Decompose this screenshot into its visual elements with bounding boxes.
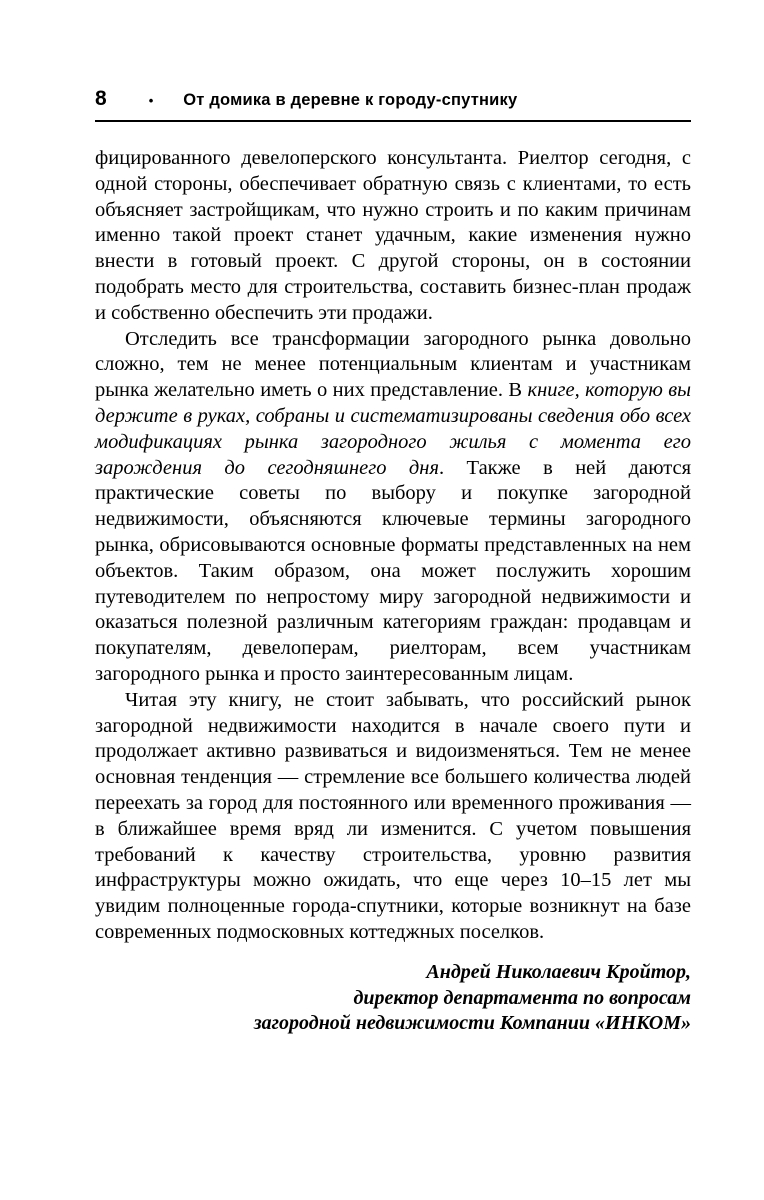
signature-position: директор департамента по вопросам [353,986,691,1009]
signature-company: загородной недвижимости Компании «ИНКОМ» [253,1012,691,1035]
paragraph-2-text: Отследить все трансформации загородного рынка довольно сложно, тем не менее потенциальным клиентам и участникам рынка желательно иметь о них представление. В [95,327,691,402]
paragraph-2-italic-text: книге, которую вы держите в руках, собраны и систематизированы сведения обо всех модификациях рынка загородного жилья с момента его зарождения до сегодняшнего дня [95,379,691,479]
paragraph-1 [95,146,691,327]
page-number: 8 [95,87,107,110]
signature-block [95,960,691,1037]
paragraph-2-text-continued: . Также в ней даются практические советы по выбору и покупке загородной недвижимости, объясняются ключевые термины загородного рынка, обрисовываются основные форматы представленных на нем объектов. Таким образом, она может послужить хорошим путеводителем по непростому миру загородной недвижимости и оказаться полезной различным категориям граждан: продавцам и покупателям, девелоперам, риелторам, всем участникам загородного рынка и просто заинтересованным лицам. [95,456,691,685]
page-header [95,88,691,122]
body-text [95,146,691,1037]
paragraph-3 [95,688,691,946]
paragraph-1-text: фицированного девелоперского консультанта. Риелтор сегодня, с одной стороны, обеспечивает обратную связь с клиентами, то есть объясняет застройщикам, что нужно строить и по каким причинам именно такой проект станет удачным, какие изменения нужно внести в готовый проект. С другой стороны, он в состоянии подобрать место для строительства, составить бизнес-план продаж и собственно обеспечить эти продажи. [95,147,691,324]
signature-author: Андрей Николаевич Кройтор, [426,960,691,983]
paragraph-2 [95,327,691,688]
bullet-icon: • [148,93,154,108]
running-title: От домика в деревне к городу-спутнику [183,91,518,109]
paragraph-3-text: Читая эту книгу, не стоит забывать, что российский рынок загородной недвижимости находится в начале своего пути и продолжает активно развиваться и видоизменяться. Тем не менее основная тенденция — стремление все большего количества людей переехать за город для постоянного или временного проживания — в ближайшее время вряд ли изменится. С учетом повышения требований к качеству строительства, уровню развития инфраструктуры можно ожидать, что еще через 10–15 лет мы увидим полноценные города-спутники, которые возникнут на базе современных подмосковных коттеджных поселков. [95,688,691,943]
